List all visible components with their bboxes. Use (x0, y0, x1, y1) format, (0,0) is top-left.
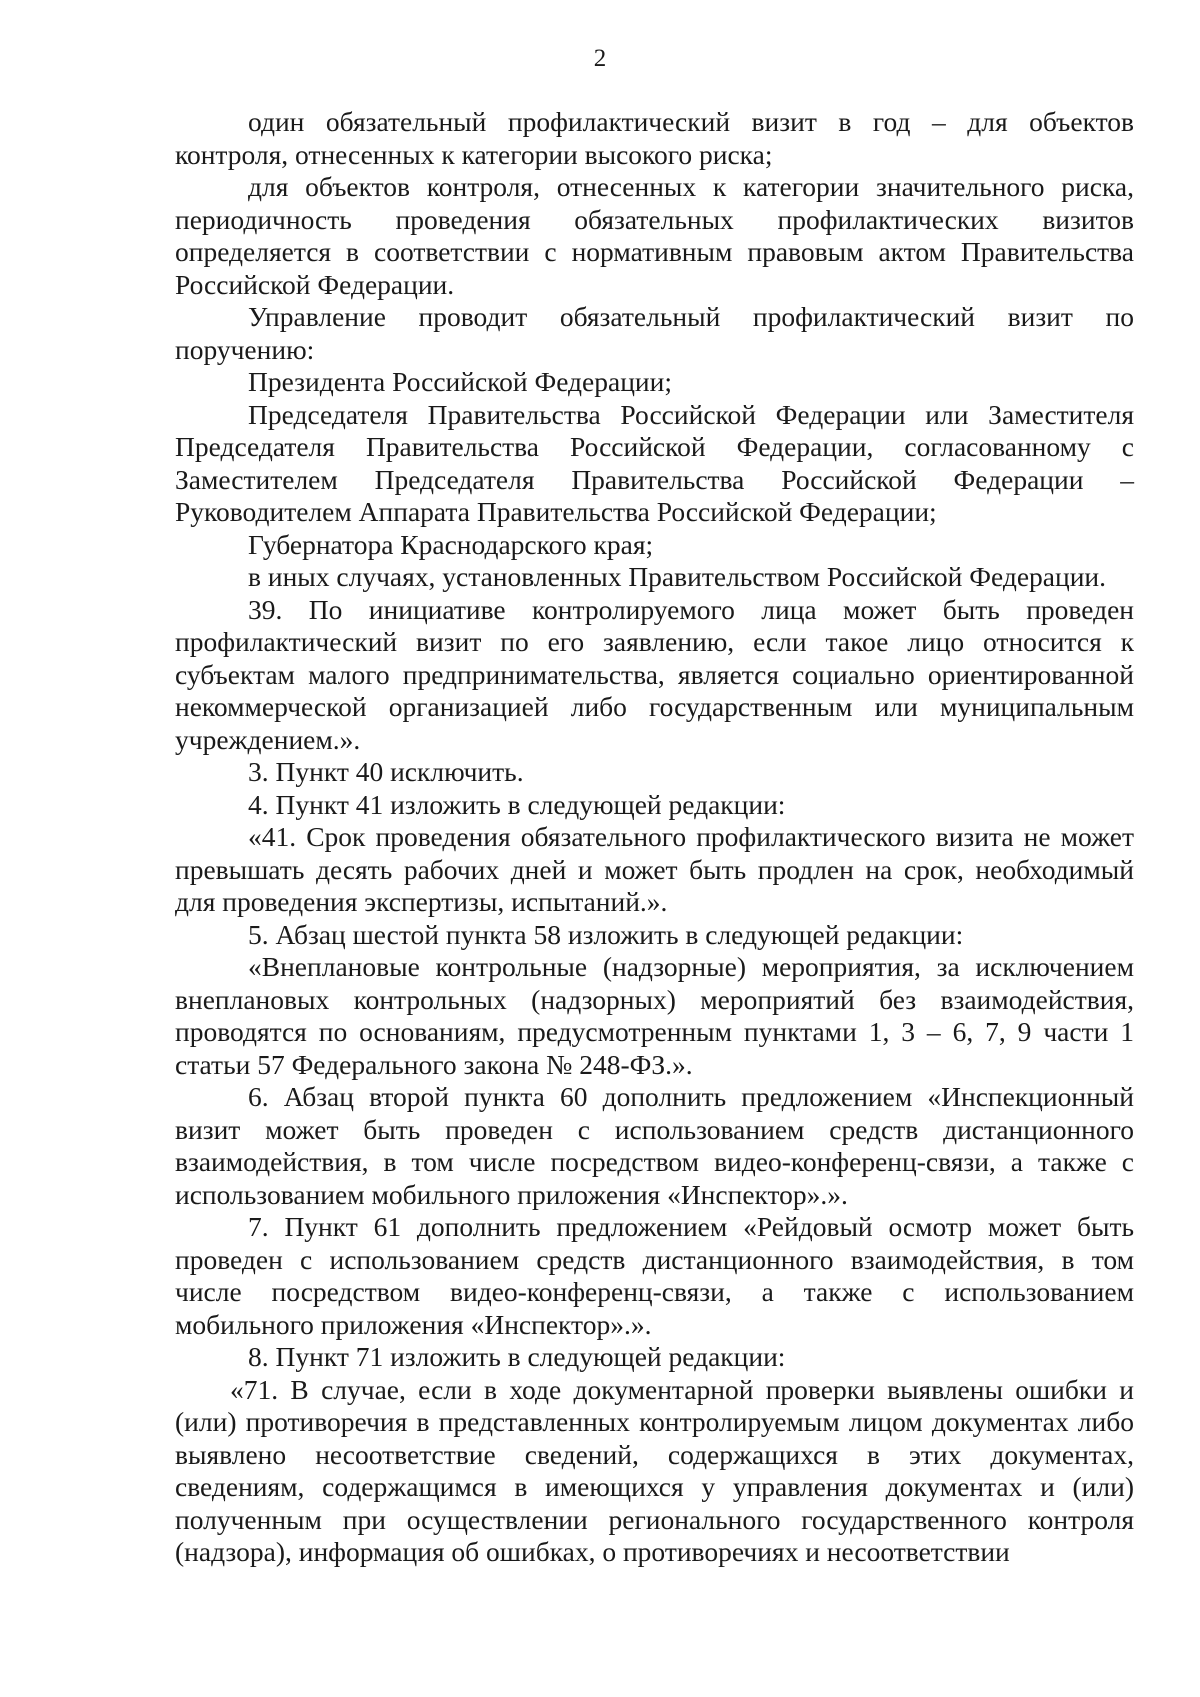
paragraph-visit-significant-risk: для объектов контроля, отнесенных к категории значительного риска, периодичность проведения обязательных профилактических визитов определяется в соответствии с нормативным правовым актом Правительства Российской Федерации. (175, 171, 1134, 300)
paragraph-item-39: 39. По инициативе контролируемого лица может быть проведен профилактический визит по его заявлению, если такое лицо относится к субъектам малого предпринимательства, является социально ориентированной некоммерческой организацией либо государственным или муниципальным учреждением.». (175, 593, 1134, 755)
paragraph-amendment-4: 4. Пункт 41 изложить в следующей редакции: (248, 788, 786, 820)
paragraph-item-41: «41. Срок проведения обязательного профилактического визита не может превышать десять рабочих дней и может быть продлен на срок, необходимый для проведения экспертизы, испытаний.». (175, 821, 1134, 917)
paragraph-amendment-8: 8. Пункт 71 изложить в следующей редакции: (248, 1341, 786, 1372)
paragraph-amendment-5: 5. Абзац шестой пункта 58 изложить в следующей редакции: (248, 918, 964, 950)
paragraph-other-cases: в иных случаях, установленных Правительством Российской Федерации. (248, 561, 1107, 592)
paragraph-visit-by-order: Управление проводит обязательный профилактический визит по поручению: (175, 301, 1134, 365)
paragraph-amendment-7: 7. Пункт 61 дополнить предложением «Рейдовый осмотр может быть проведен с использованием средств дистанционного взаимодействия, в том числе посредством видео-конференц-связи, а также с использованием мобильного приложения «Инспектор».». (175, 1211, 1134, 1340)
paragraph-unscheduled-measures: «Внеплановые контрольные (надзорные) мероприятия, за исключением внеплановых контрольных (надзорных) мероприятий без взаимодействия, проводятся по основаниям, предусмотренным пунктами 1, 3 – 6, 7, 9 части 1 статьи 57 Федерального закона № 248-ФЗ.». (175, 951, 1134, 1080)
paragraph-visit-high-risk: один обязательный профилактический визит в год – для объектов контроля, отнесенных к категории высокого риска; (175, 106, 1134, 170)
document-body (175, 106, 1134, 1569)
page-number: 2 (593, 45, 607, 72)
paragraph-amendment-3: 3. Пункт 40 исключить. (248, 756, 524, 787)
paragraph-president: Президента Российской Федерации; (248, 366, 672, 397)
paragraph-governor: Губернатора Краснодарского края; (248, 528, 654, 560)
paragraph-amendment-6: 6. Абзац второй пункта 60 дополнить предложением «Инспекционный визит может быть проведен с использованием средств дистанционного взаимодействия, в том числе посредством видео-конференц-связи, а также с использованием мобильного приложения «Инспектор».». (175, 1081, 1134, 1210)
paragraph-item-71: «71. В случае, если в ходе документарной проверки выявлены ошибки и (или) противоречия в представленных контролируемым лицом документах либо выявлено несоответствие сведений, содержащихся в этих документах, сведениям, содержащимся в имеющихся у управления документах и (или) полученным при осуществлении регионального государственного контроля (надзора), информация об ошибках, о противоречиях и несоответствии (175, 1373, 1134, 1567)
paragraph-chairman: Председателя Правительства Российской Федерации или Заместителя Председателя Правительства Российской Федерации, согласованному с Заместителем Председателя Правительства Российской Федерации – Руководителем Аппарата Правительства Российской Федерации; (175, 398, 1134, 527)
